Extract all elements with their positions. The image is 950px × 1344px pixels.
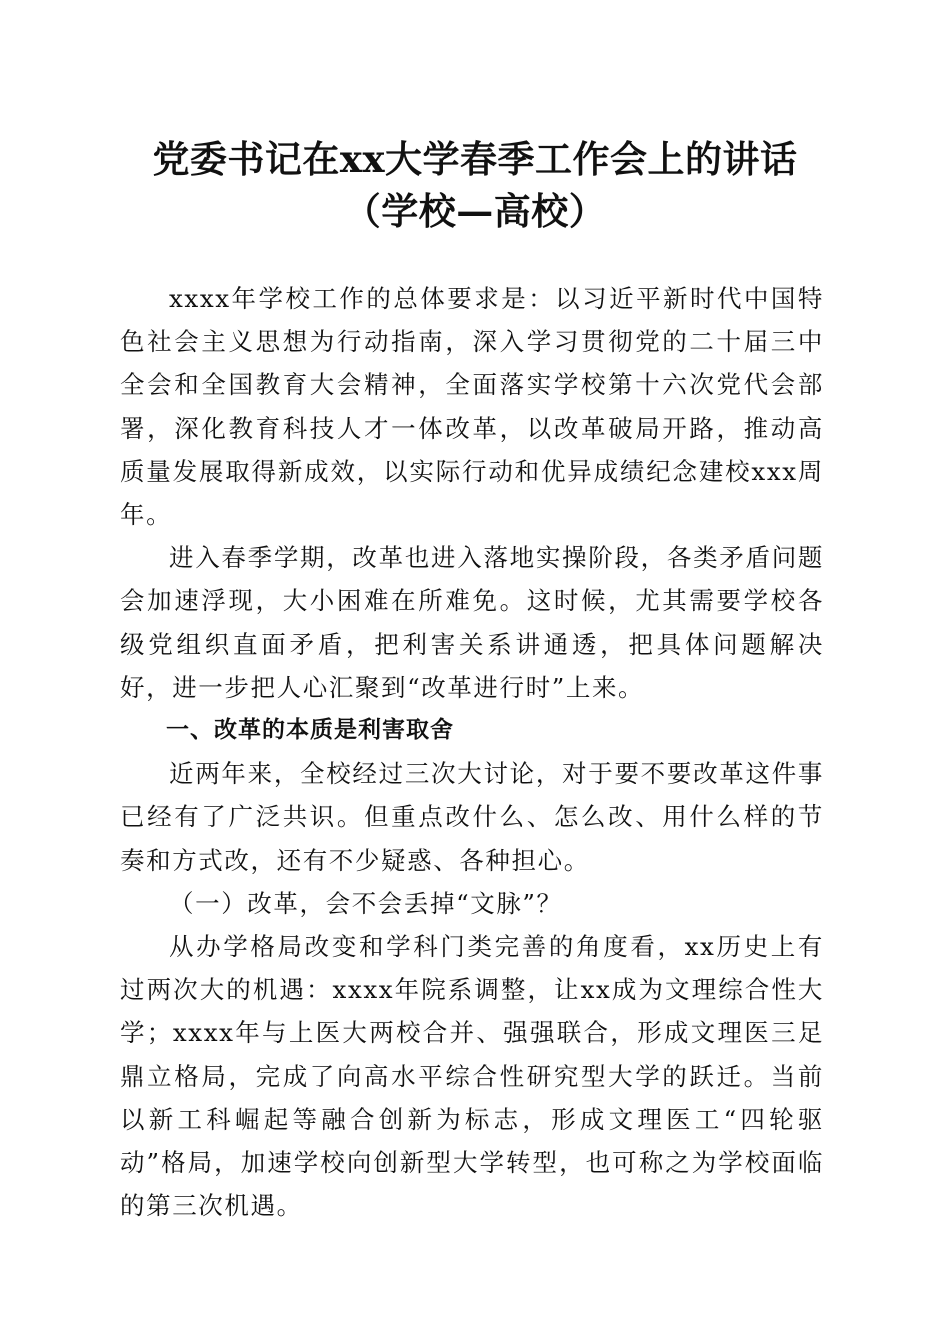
paragraph-overall-requirements: xxxx年学校工作的总体要求是：以习近平新时代中国特色社会主义思想为行动指南，深入学习贯彻党的二十届三中全会和全国教育大会精神，全面落实学校第十六次党代会部署，深化教育科技人才一体改革，以改革破局开路，推动高质量发展取得新成效，以实际行动和优异成绩纪念建校xxx周年。 (120, 284, 824, 530)
subsection-heading-1: （一）改革，会不会丢掉“文脉”？ (169, 888, 563, 918)
section-heading-1: 一、改革的本质是利害取舍 (166, 717, 454, 744)
document-title: 党委书记在xx大学春季工作会上的讲话（学校—高校） (152, 137, 798, 233)
document-body (120, 277, 824, 1227)
paragraph-spring-semester: 进入春季学期，改革也进入落地实操阶段，各类矛盾问题会加速浮现，大小困难在所难免。这时候，尤其需要学校各级党组织直面矛盾，把利害关系讲通透，把具体问题解决好，进一步把人心汇聚到“改革进行时”上来。 (120, 543, 824, 702)
paragraph-opportunities: 从办学格局改变和学科门类完善的角度看，xx历史上有过两次大的机遇：xxxx年院系调整，让xx成为文理综合性大学；xxxx年与上医大两校合并、强强联合，形成文理医三足鼎立格局，完成了向高水平综合性研究型大学的跃迁。当前以新工科崛起等融合创新为标志，形成文理医工“四轮驱动”格局，加速学校向创新型大学转型，也可称之为学校面临的第三次机遇。 (120, 932, 824, 1221)
paragraph-consensus: 近两年来，全校经过三次大讨论，对于要不要改革这件事已经有了广泛共识。但重点改什么、怎么改、用什么样的节奏和方式改，还有不少疑惑、各种担心。 (120, 759, 824, 875)
